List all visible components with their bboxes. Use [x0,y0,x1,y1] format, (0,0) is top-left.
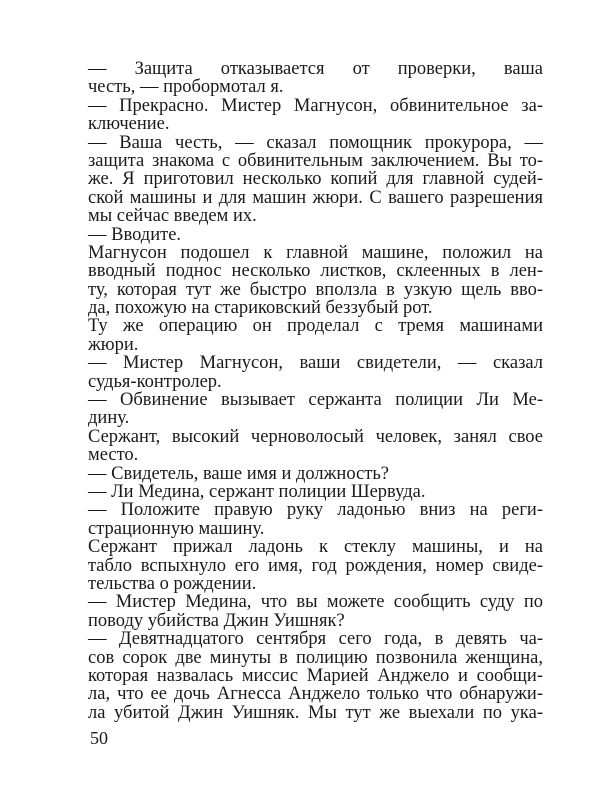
text-line: — Свидетель, ваше имя и должность? [88,463,389,484]
text-line: Сержант прижал ладонь к стеклу машины, и на [88,537,543,558]
text-line: — Положите правую руку ладонью вниз на реги- [88,500,543,521]
text-line: поводу убийства Джин Уишняк? [88,610,345,631]
text-line: — Мистер Медина, что вы можете сообщить суду по [88,592,543,613]
text-line: ла, что ее дочь Агнесса Анджело только что обнаружи- [88,684,543,705]
text-line: честь, — пробормотал я. [88,77,284,98]
text-line: место. [88,445,139,466]
text-line: тельства о рождении. [88,573,257,594]
text-line: сов сорок две минуты в полицию позвонила женщина, [88,647,543,668]
text-line: жюри. [88,334,139,355]
text-line: ключение. [88,114,170,135]
text-line: мы сейчас введем их. [88,206,257,227]
text-line: — Вводите. [88,224,182,245]
page-number: 50 [90,728,108,748]
text-line: вводный поднос несколько листков, склеенных в лен- [88,261,543,282]
text-line: же. Я приготовил несколько копий для главной судей- [88,169,543,190]
text-line: ту, которая тут же быстро вползла в узкую щель вво- [88,279,543,300]
text-line: — Девятнадцатого сентября сего года, в девять ча- [88,629,543,650]
text-line: ской машины и для машин жюри. С вашего разрешения [88,187,543,208]
text-line: защита знакома с обвинительным заключением. Вы то- [88,150,543,171]
text-line: табло вспыхнуло его имя, год рождения, номер свиде- [88,555,543,576]
text-line: — Ли Медина, сержант полиции Шервуда. [88,481,426,502]
body-text [88,60,543,722]
text-line: страционную машину. [88,518,265,539]
text-line: — Прекрасно. Мистер Магнусон, обвинительное за- [88,95,543,116]
text-line: которая назвалась миссис Марией Анджело и сообщи- [88,665,543,686]
text-line: — Мистер Магнусон, ваши свидетели, — сказал [88,353,543,374]
text-line: Сержант, высокий черноволосый человек, занял свое [88,426,543,447]
text-line: судья-контролер. [88,371,222,392]
text-line: — Защита отказывается от проверки, ваша [88,59,543,79]
text-line: — Обвинение вызывает сержанта полиции Ли Ме- [88,390,543,411]
text-line: ла убитой Джин Уишняк. Мы тут же выехали по ука- [88,702,543,723]
text-line: Ту же операцию он проделал с тремя машинами [88,316,543,337]
text-line: Магнусон подошел к главной машине, положил на [88,242,543,263]
text-line: — Ваша честь, — сказал помощник прокурора, — [88,132,543,153]
text-line: да, похожую на стариковский беззубый рот. [88,298,433,319]
text-line: дину. [88,408,130,429]
